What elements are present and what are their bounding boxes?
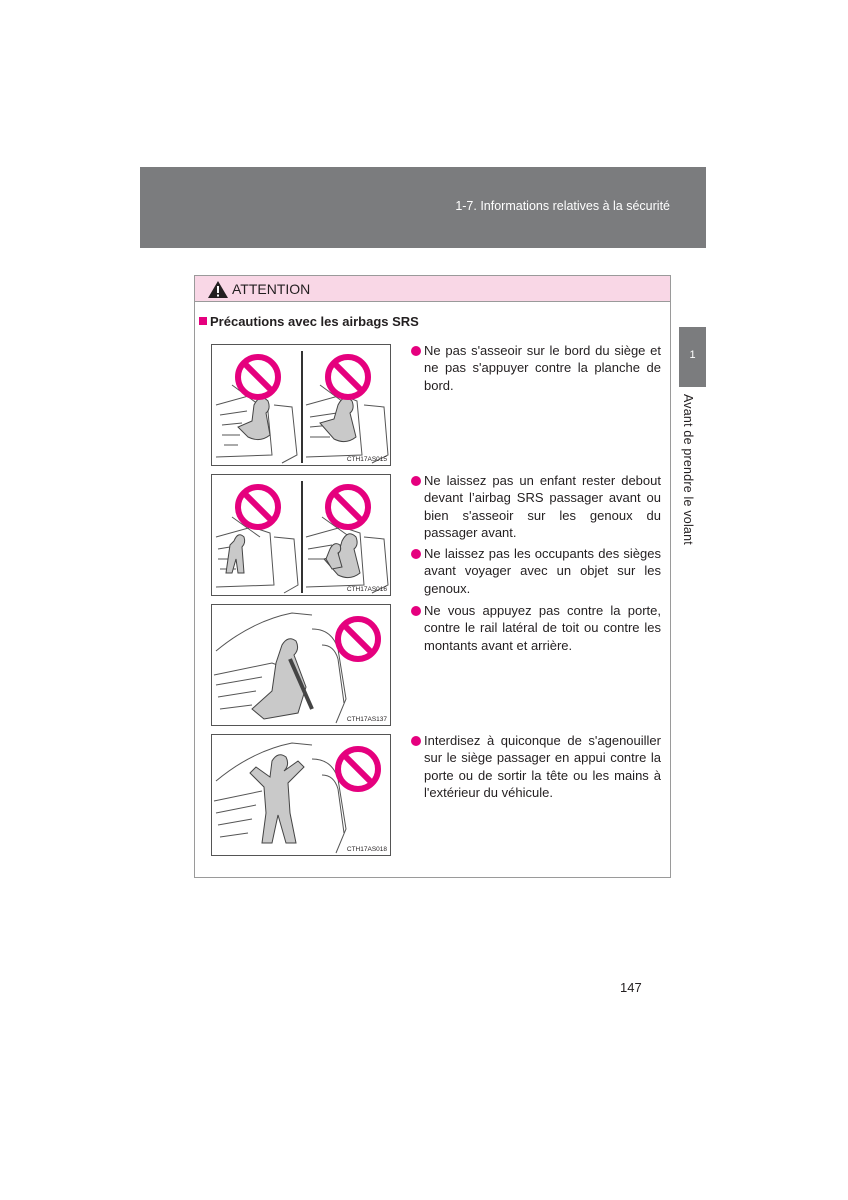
illustration-code: CTH17AS137 <box>346 716 387 723</box>
chapter-title: Avant de prendre le volant <box>681 394 695 545</box>
caution-header <box>195 276 670 302</box>
bullet-dot-icon <box>411 736 421 746</box>
bullet-item: Ne vous appuyez pas contre la porte, contre le rail latéral de toit ou contre les montants avant et arrière. <box>411 602 661 654</box>
header-bar <box>140 167 706 248</box>
illustration-code: CTH17AS018 <box>346 846 387 853</box>
illustration-code: CTH17AS016 <box>346 586 387 593</box>
page-number: 147 <box>620 980 642 995</box>
square-bullet-icon <box>199 317 207 325</box>
no-entry-icon <box>338 619 378 659</box>
bullet-item: Interdisez à quiconque de s'agenouiller sur le siège passager en appui contre la porte ou de sortir la tête ou les mains à l'extérieur du véhicule. <box>411 732 661 802</box>
section-title: Précautions avec les airbags SRS <box>199 314 419 329</box>
bullet-item: Ne laissez pas un enfant rester debout devant l’airbag SRS passager avant ou bien s'asseoir sur les genoux du passager avant. <box>411 472 661 542</box>
caution-label: ATTENTION <box>232 281 311 297</box>
illustration-3-drawing <box>212 605 391 726</box>
caution-box <box>194 275 671 878</box>
illustration-4 <box>211 734 391 856</box>
no-entry-icon <box>338 749 378 789</box>
illustration-2-drawing <box>212 475 391 596</box>
bullet-item: Ne pas s'asseoir sur le bord du siège et ne pas s'appuyer contre la planche de bord. <box>411 342 661 394</box>
section-heading: 1-7. Informations relatives à la sécurité <box>455 199 670 213</box>
illustration-4-drawing <box>212 735 391 856</box>
no-entry-icon <box>328 357 368 397</box>
chapter-tab <box>679 327 706 387</box>
bullet-dot-icon <box>411 549 421 559</box>
bullet-dot-icon <box>411 346 421 356</box>
illustration-code: CTH17AS015 <box>346 456 387 463</box>
warning-icon <box>207 280 229 299</box>
no-entry-icon <box>238 487 278 527</box>
no-entry-icon <box>328 487 368 527</box>
chapter-number: 1 <box>689 349 696 361</box>
illustration-1-drawing <box>212 345 391 466</box>
no-entry-icon <box>238 357 278 397</box>
bullet-item: Ne laissez pas les occupants des sièges avant voyager avec un objet sur les genoux. <box>411 545 661 597</box>
illustration-1 <box>211 344 391 466</box>
illustration-3 <box>211 604 391 726</box>
bullet-dot-icon <box>411 606 421 616</box>
bullet-dot-icon <box>411 476 421 486</box>
illustration-2 <box>211 474 391 596</box>
